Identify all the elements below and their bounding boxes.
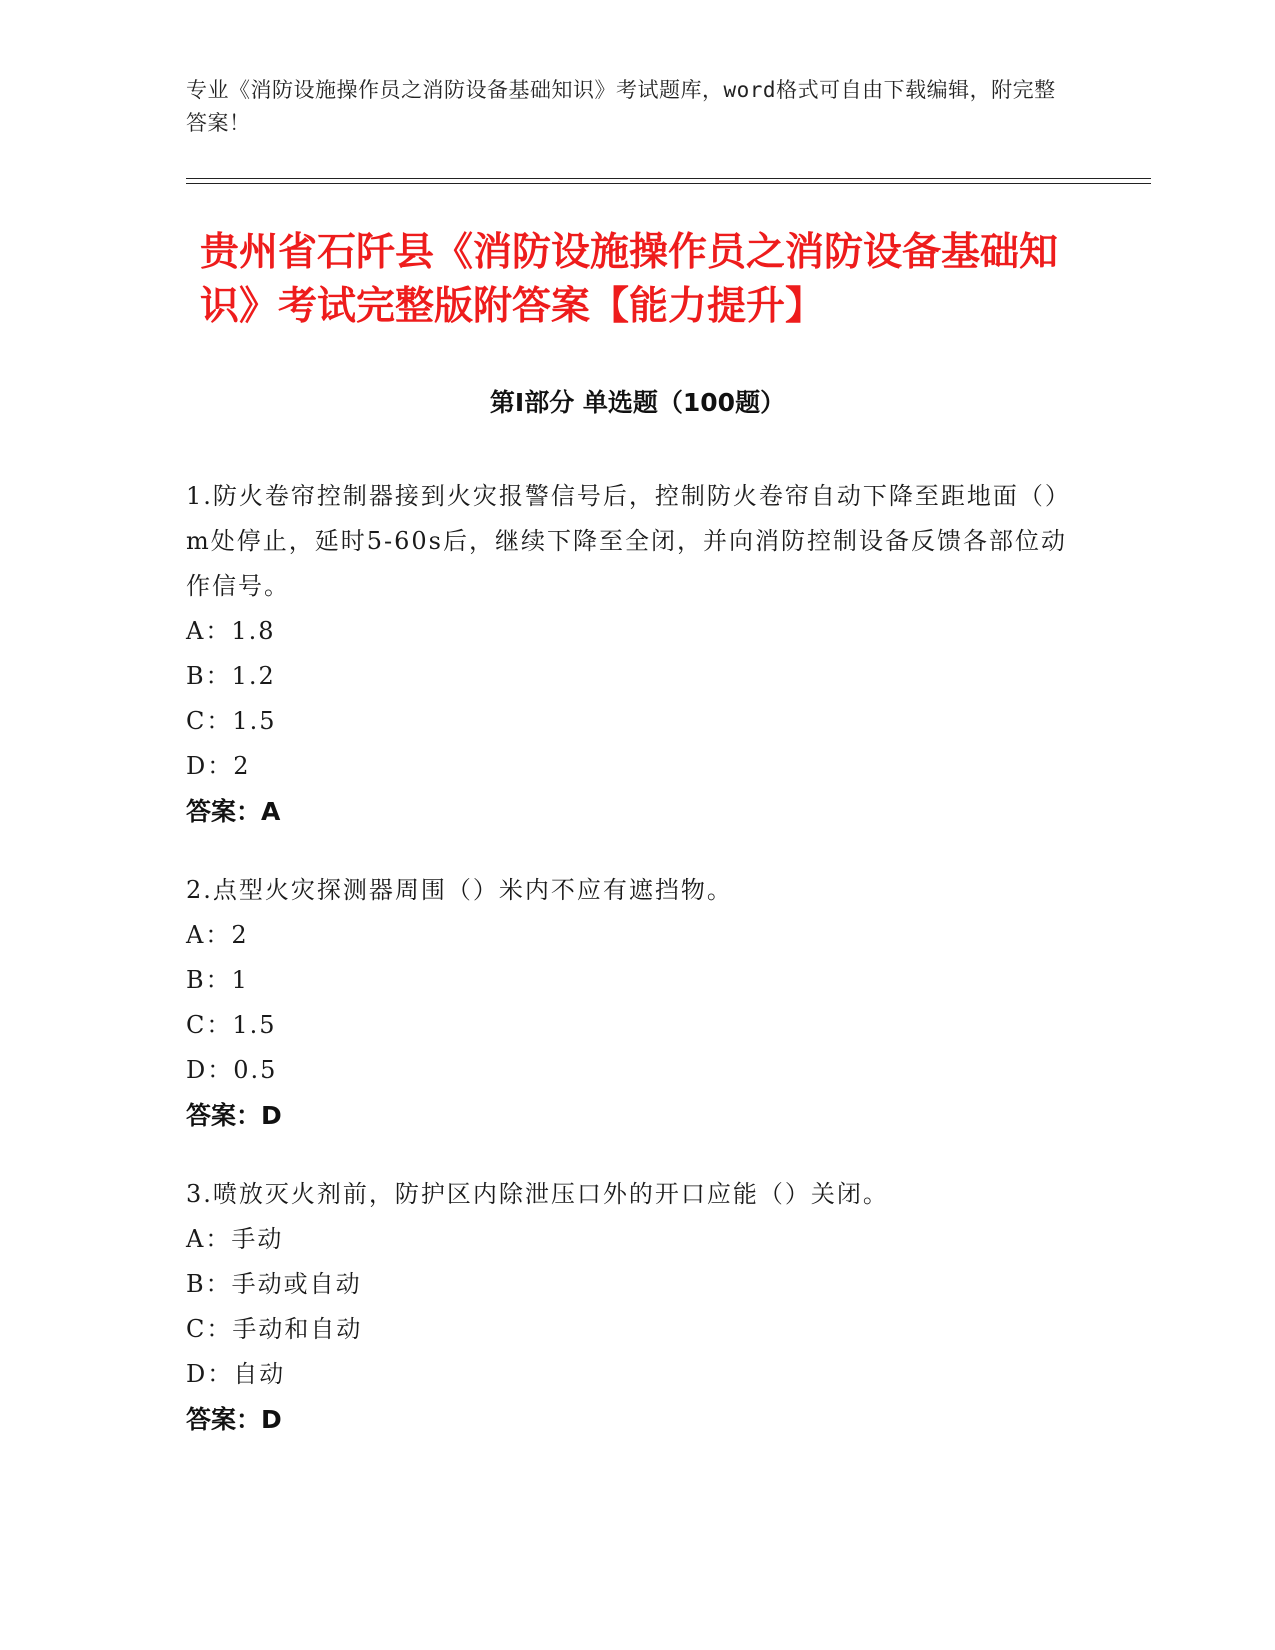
option-b: B：1	[186, 966, 249, 994]
option-d: D：自动	[186, 1360, 286, 1388]
document-title: 贵州省石阡县《消防设施操作员之消防设备基础知识》考试完整版附答案【能力提升】	[200, 230, 1059, 329]
option-c: C：1.5	[186, 707, 277, 735]
option-a: A：1.8	[186, 617, 276, 645]
question-2	[186, 868, 1086, 1138]
question-3	[186, 1172, 1086, 1442]
header-note: 专业《消防设施操作员之消防设备基础知识》考试题库，word格式可自由下载编辑，附完整答案！	[186, 78, 1056, 135]
option-a: A：2	[186, 921, 249, 949]
answer: 答案：A	[186, 797, 281, 826]
question-list	[186, 474, 1086, 1476]
option-c: C：手动和自动	[186, 1315, 363, 1343]
option-b: B：手动或自动	[186, 1270, 362, 1298]
option-d: D：2	[186, 752, 251, 780]
header-rule-bottom	[186, 183, 1151, 184]
header-rule-top	[186, 178, 1151, 179]
question-stem: 2.点型火灾探测器周围（）米内不应有遮挡物。	[186, 876, 733, 904]
option-d: D：0.5	[186, 1056, 278, 1084]
option-c: C：1.5	[186, 1011, 277, 1039]
option-a: A：手动	[186, 1225, 284, 1253]
option-b: B：1.2	[186, 662, 276, 690]
question-stem: 3.喷放灭火剂前，防护区内除泄压口外的开口应能（）关闭。	[186, 1180, 889, 1208]
answer: 答案：D	[186, 1101, 282, 1130]
question-stem: 1.防火卷帘控制器接到火灾报警信号后，控制防火卷帘自动下降至距地面（）m处停止，延时5-60s后，继续下降至全闭，并向消防控制设备反馈各部位动作信号。	[186, 482, 1071, 600]
question-1	[186, 474, 1086, 834]
section-title: 第Ⅰ部分 单选题（100题）	[489, 388, 786, 417]
answer: 答案：D	[186, 1405, 282, 1434]
